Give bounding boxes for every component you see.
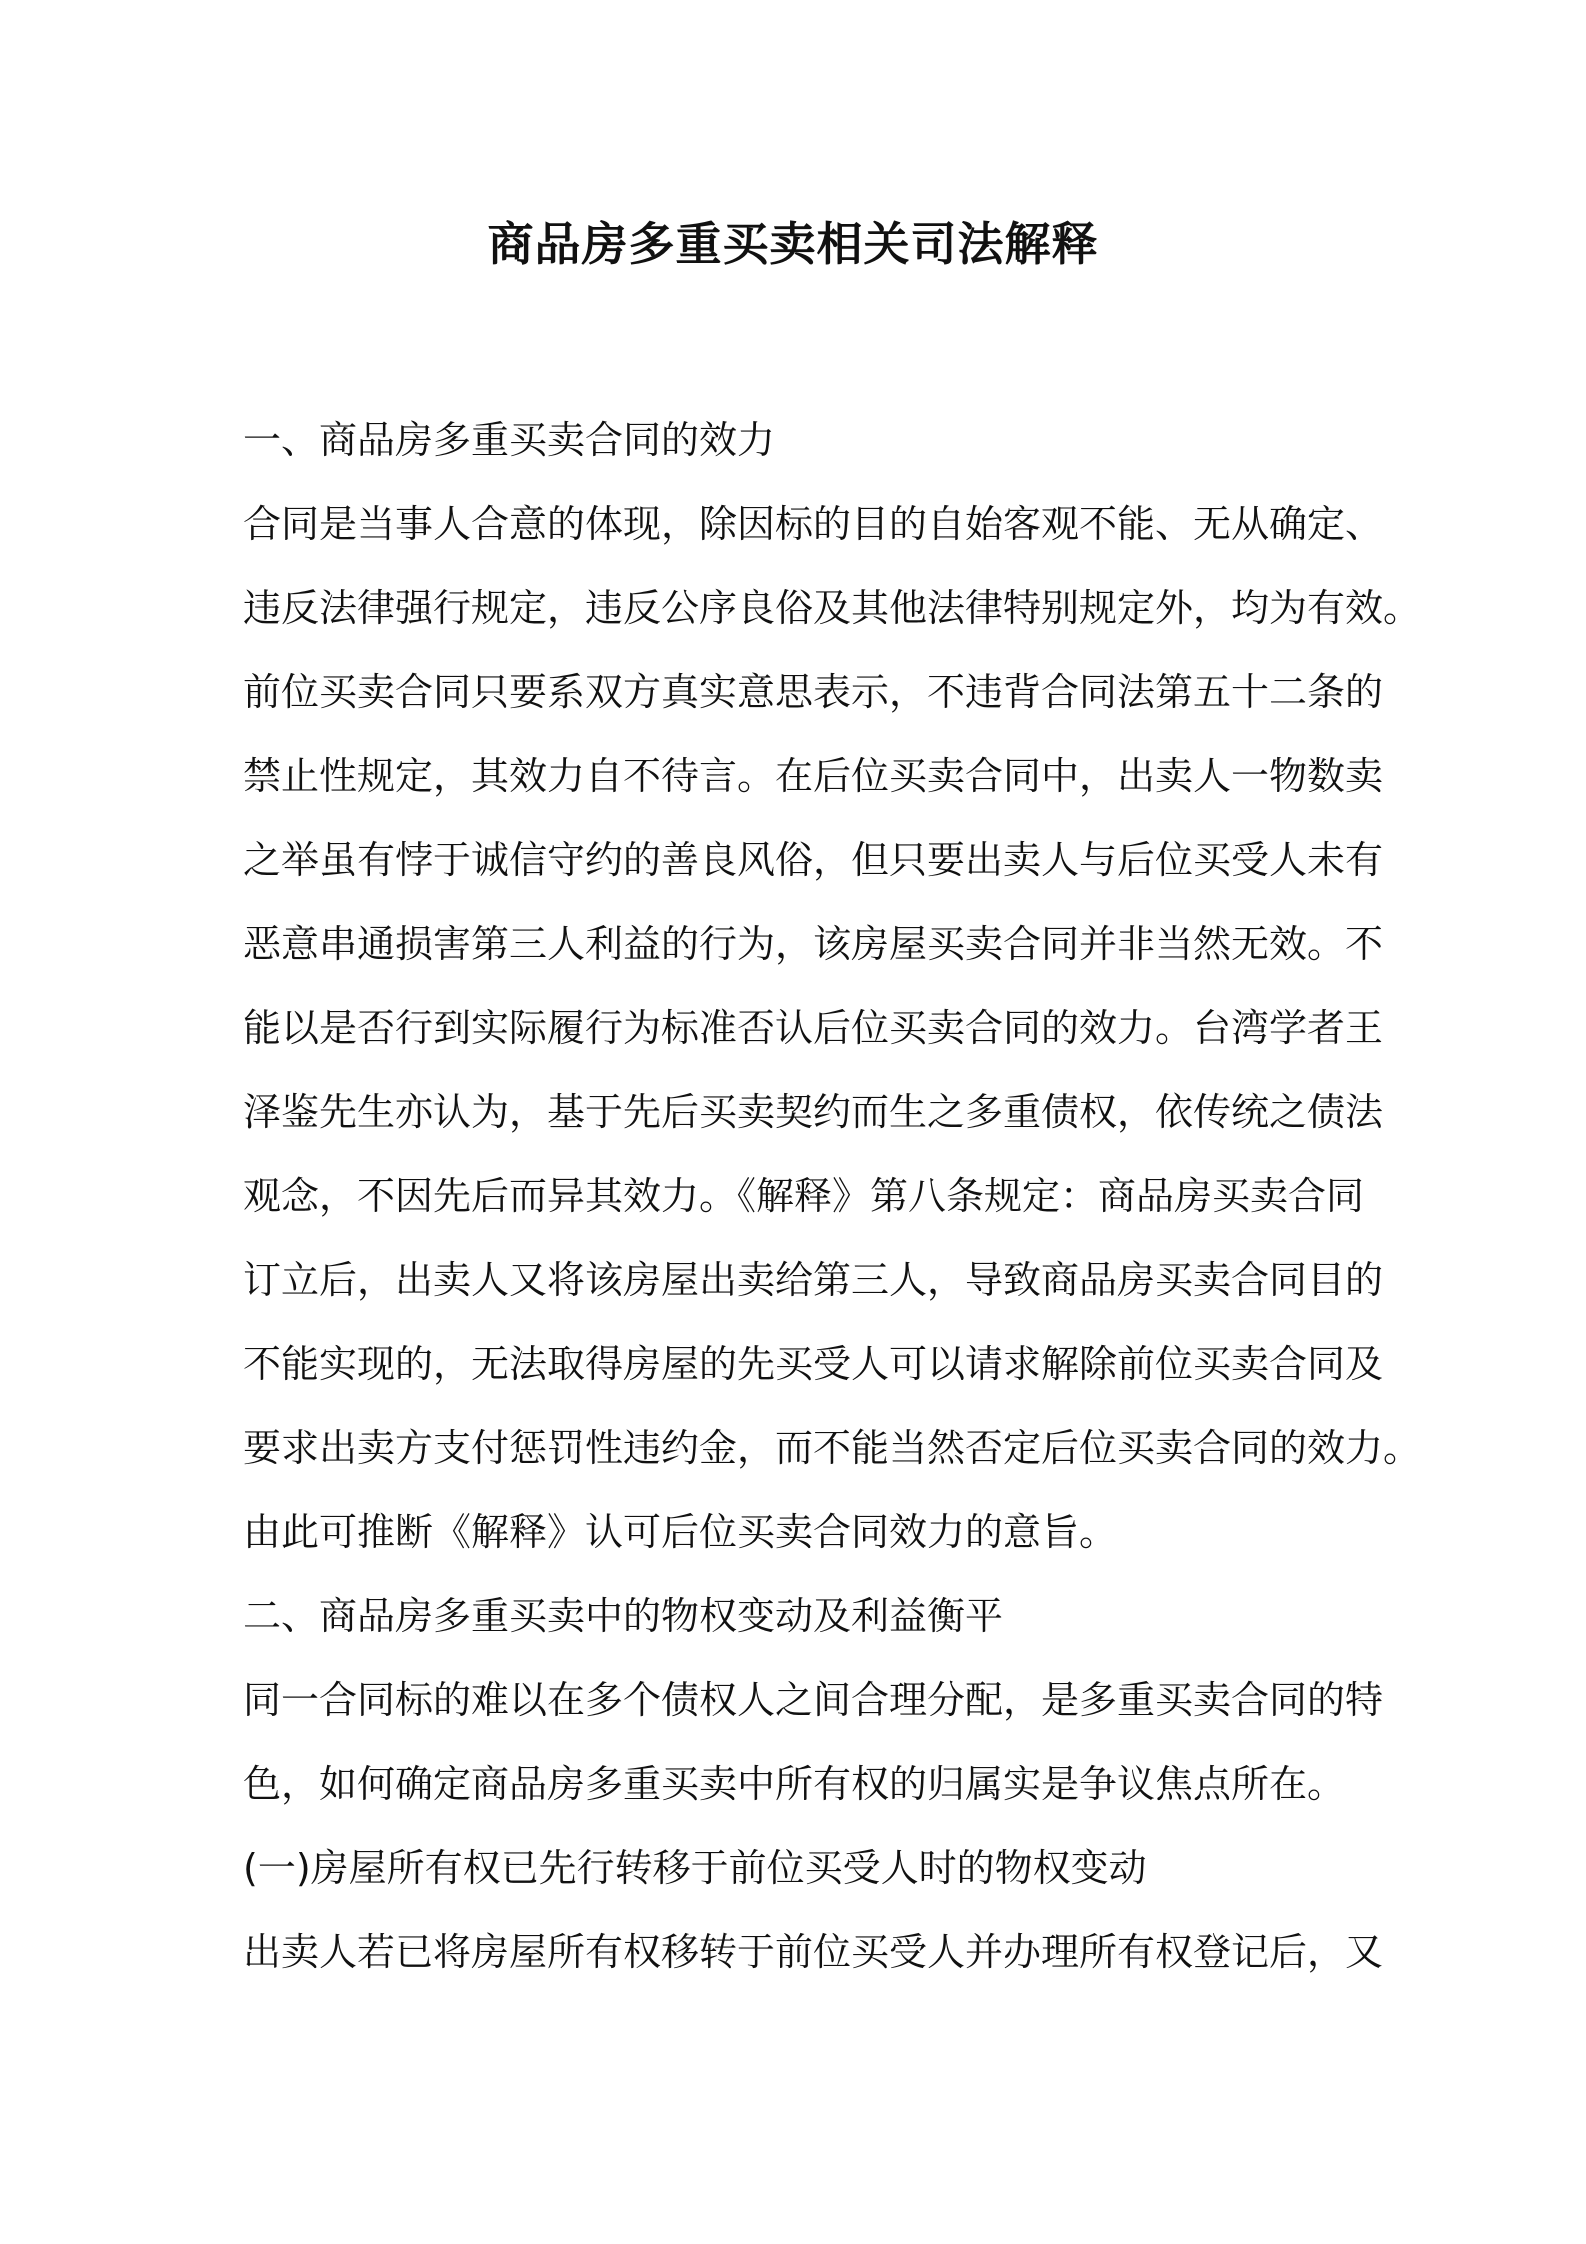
paragraph-line: 订立后，出卖人又将该房屋出卖给第三人，导致商品房买卖合同目的	[243, 1258, 1384, 1302]
paragraph-line: 禁止性规定，其效力自不待言。在后位买卖合同中，出卖人一物数卖	[243, 754, 1384, 798]
paragraph-line: 出卖人若已将房屋所有权移转于前位买受人并办理所有权登记后，又	[243, 1930, 1384, 1974]
section-heading-2: 二、商品房多重买卖中的物权变动及利益衡平	[243, 1594, 1004, 1638]
paragraph-line: 之举虽有悖于诚信守约的善良风俗，但只要出卖人与后位买受人未有	[243, 838, 1384, 882]
subsection-heading-1: (一)房屋所有权已先行转移于前位买受人时的物权变动	[243, 1846, 1147, 1890]
paragraph-line: 观念，不因先后而异其效力。《解释》第八条规定：商品房买卖合同	[243, 1174, 1365, 1218]
paragraph-line: 色，如何确定商品房多重买卖中所有权的归属实是争议焦点所在。	[243, 1762, 1346, 1806]
paragraph-line: 不能实现的，无法取得房屋的先买受人可以请求解除前位买卖合同及	[243, 1342, 1384, 1386]
paragraph-line: 恶意串通损害第三人利益的行为，该房屋买卖合同并非当然无效。不	[243, 922, 1384, 966]
paragraph-line: 同一合同标的难以在多个债权人之间合理分配，是多重买卖合同的特	[243, 1678, 1384, 1722]
paragraph-line: 违反法律强行规定，违反公序良俗及其他法律特别规定外，均为有效。	[243, 586, 1422, 630]
paragraph-line: 能以是否行到实际履行为标准否认后位买卖合同的效力。台湾学者王	[243, 1006, 1384, 1050]
paragraph-line: 合同是当事人合意的体现，除因标的目的自始客观不能、无从确定、	[243, 502, 1384, 546]
paragraph-line: 由此可推断《解释》认可后位买卖合同效力的意旨。	[243, 1510, 1118, 1554]
paragraph-line: 要求出卖方支付惩罚性违约金，而不能当然否定后位买卖合同的效力。	[243, 1426, 1422, 1470]
document-title: 商品房多重买卖相关司法解释	[487, 217, 1099, 271]
paragraph-line: 前位买卖合同只要系双方真实意思表示，不违背合同法第五十二条的	[243, 670, 1384, 714]
paragraph-line: 泽鉴先生亦认为，基于先后买卖契约而生之多重债权，依传统之债法	[243, 1090, 1384, 1134]
section-heading-1: 一、商品房多重买卖合同的效力	[243, 418, 776, 462]
